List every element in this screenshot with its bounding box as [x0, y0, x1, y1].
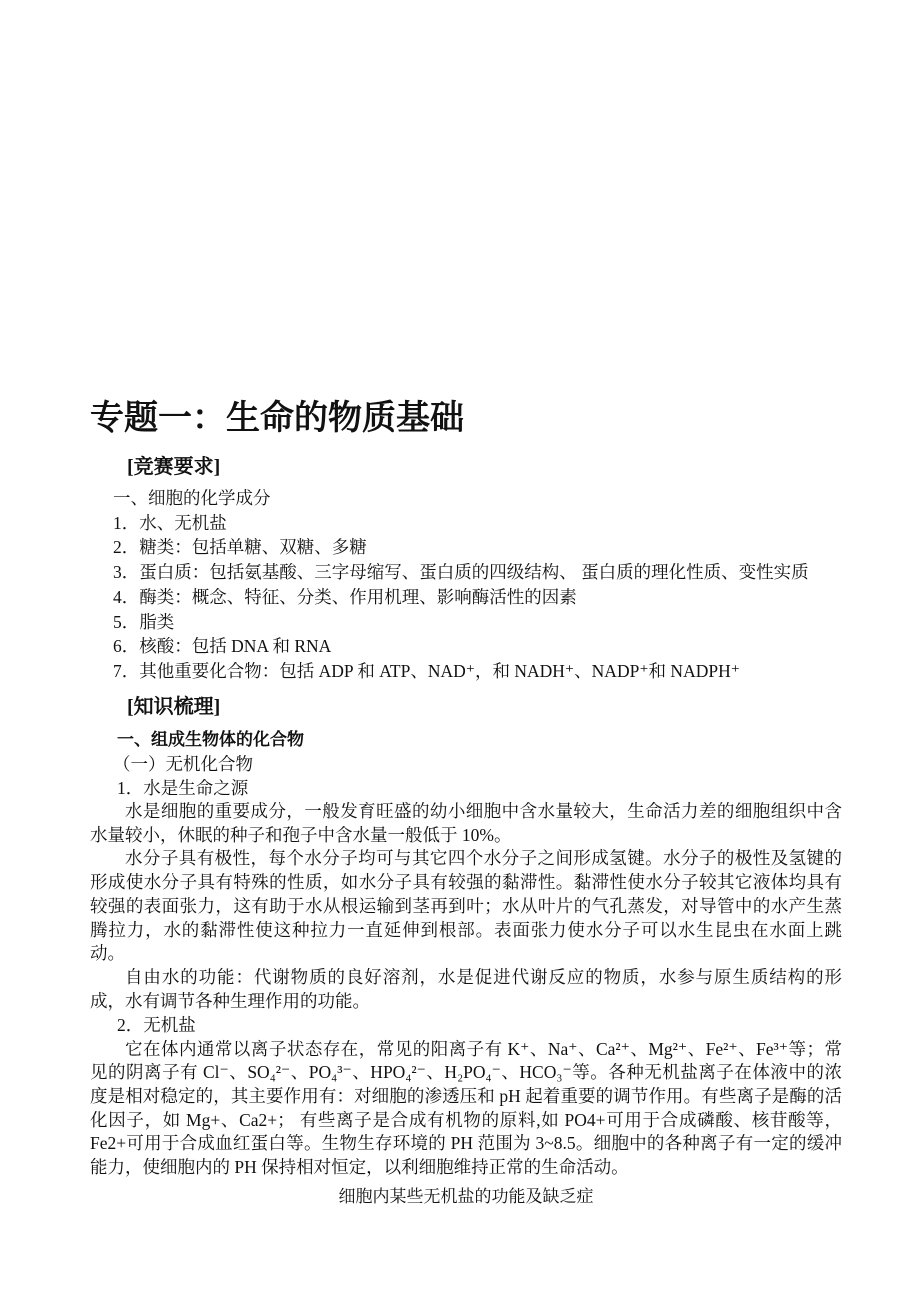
- page-title: 专题一：生命的物质基础: [90, 400, 464, 437]
- list-item: 3．蛋白质：包括氨基酸、三字母缩写、蛋白质的四级结构、 蛋白质的理化性质、变性实质: [113, 562, 809, 583]
- list-item: 6．核酸：包括 DNA 和 RNA: [113, 636, 332, 657]
- topic-heading-inorganic-salt: 2．无机盐: [117, 1015, 196, 1036]
- table-caption: 细胞内某些无机盐的功能及缺乏症: [338, 1186, 594, 1206]
- competition-requirements-header: [竞赛要求]: [127, 456, 221, 478]
- competition-list-heading: 一、细胞的化学成分: [113, 488, 271, 508]
- list-item: 1．水、无机盐: [113, 512, 227, 533]
- competition-requirements-list: [113, 486, 842, 684]
- section-heading-compounds: 一、组成生物体的化合物: [117, 729, 304, 749]
- subsection-heading-inorganic: （一）无机化合物: [113, 753, 253, 774]
- list-item: 2．糖类：包括单糖、双糖、多糖: [113, 537, 367, 558]
- paragraph-water-content: 水是细胞的重要成分，一般发育旺盛的幼小细胞中含水量较大，生命活力差的细胞组织中含水量较小，休眠的种子和孢子中含水量一般低于 10%。: [90, 801, 842, 845]
- list-item: 7．其他重要化合物：包括 ADP 和 ATP、NAD⁺，和 NADH⁺、NADP⁺和 NADPH⁺: [113, 660, 740, 681]
- topic-heading-water: 1．水是生命之源: [117, 777, 249, 798]
- paragraph-free-water-function: 自由水的功能：代谢物质的良好溶剂，水是促进代谢反应的物质，水参与原生质结构的形成，水有调节各种生理作用的功能。: [90, 966, 842, 1011]
- knowledge-outline-header: [知识梳理]: [127, 695, 221, 718]
- paragraph-water-polarity: 水分子具有极性，每个水分子均可与其它四个水分子之间形成氢键。水分子的极性及氢键的形成使水分子具有特殊的性质，如水分子具有较强的黏滞性。黏滞性使水分子较其它液体均具有较强的表面张力，这有助于水从根运输到茎再到叶；水从叶片的气孔蒸发，对导管中的水产生蒸腾拉力，水的黏滞性使这种拉力一直延伸到根部。表面张力使水分子可以水生昆虫在水面上跳动。: [90, 848, 842, 964]
- document-content: [90, 396, 842, 1209]
- paragraph-inorganic-salt: 它在体内通常以离子状态存在，常见的阳离子有 K⁺、Na⁺、Ca²⁺、Mg²⁺、Fe²⁺、Fe³⁺等；常见的阴离子有 Cl⁻、SO₄²⁻、PO₄³⁻、HPO₄²⁻、H₂PO₄⁻、HCO₃⁻等。各种无机盐离子在体液中的浓度是相对稳定的，其主要作用有：对细胞的渗透压和 pH 起着重要的调节作用。有些离子是酶的活化因子，如 Mg+、Ca2+； 有些离子是合成有机物的原料,如 PO4+可用于合成磷酸、核苷酸等，Fe2+可用于合成血红蛋白等。生物生存环境的 PH 范围为 3~8.5。细胞中的各种离子有一定的缓冲能力，使细胞内的 PH 保持相对恒定，以利细胞维持正常的生命活动。: [90, 1038, 842, 1178]
- list-item: 4．酶类：概念、特征、分类、作用机理、影响酶活性的因素: [113, 586, 577, 607]
- list-item: 5．脂类: [113, 611, 175, 632]
